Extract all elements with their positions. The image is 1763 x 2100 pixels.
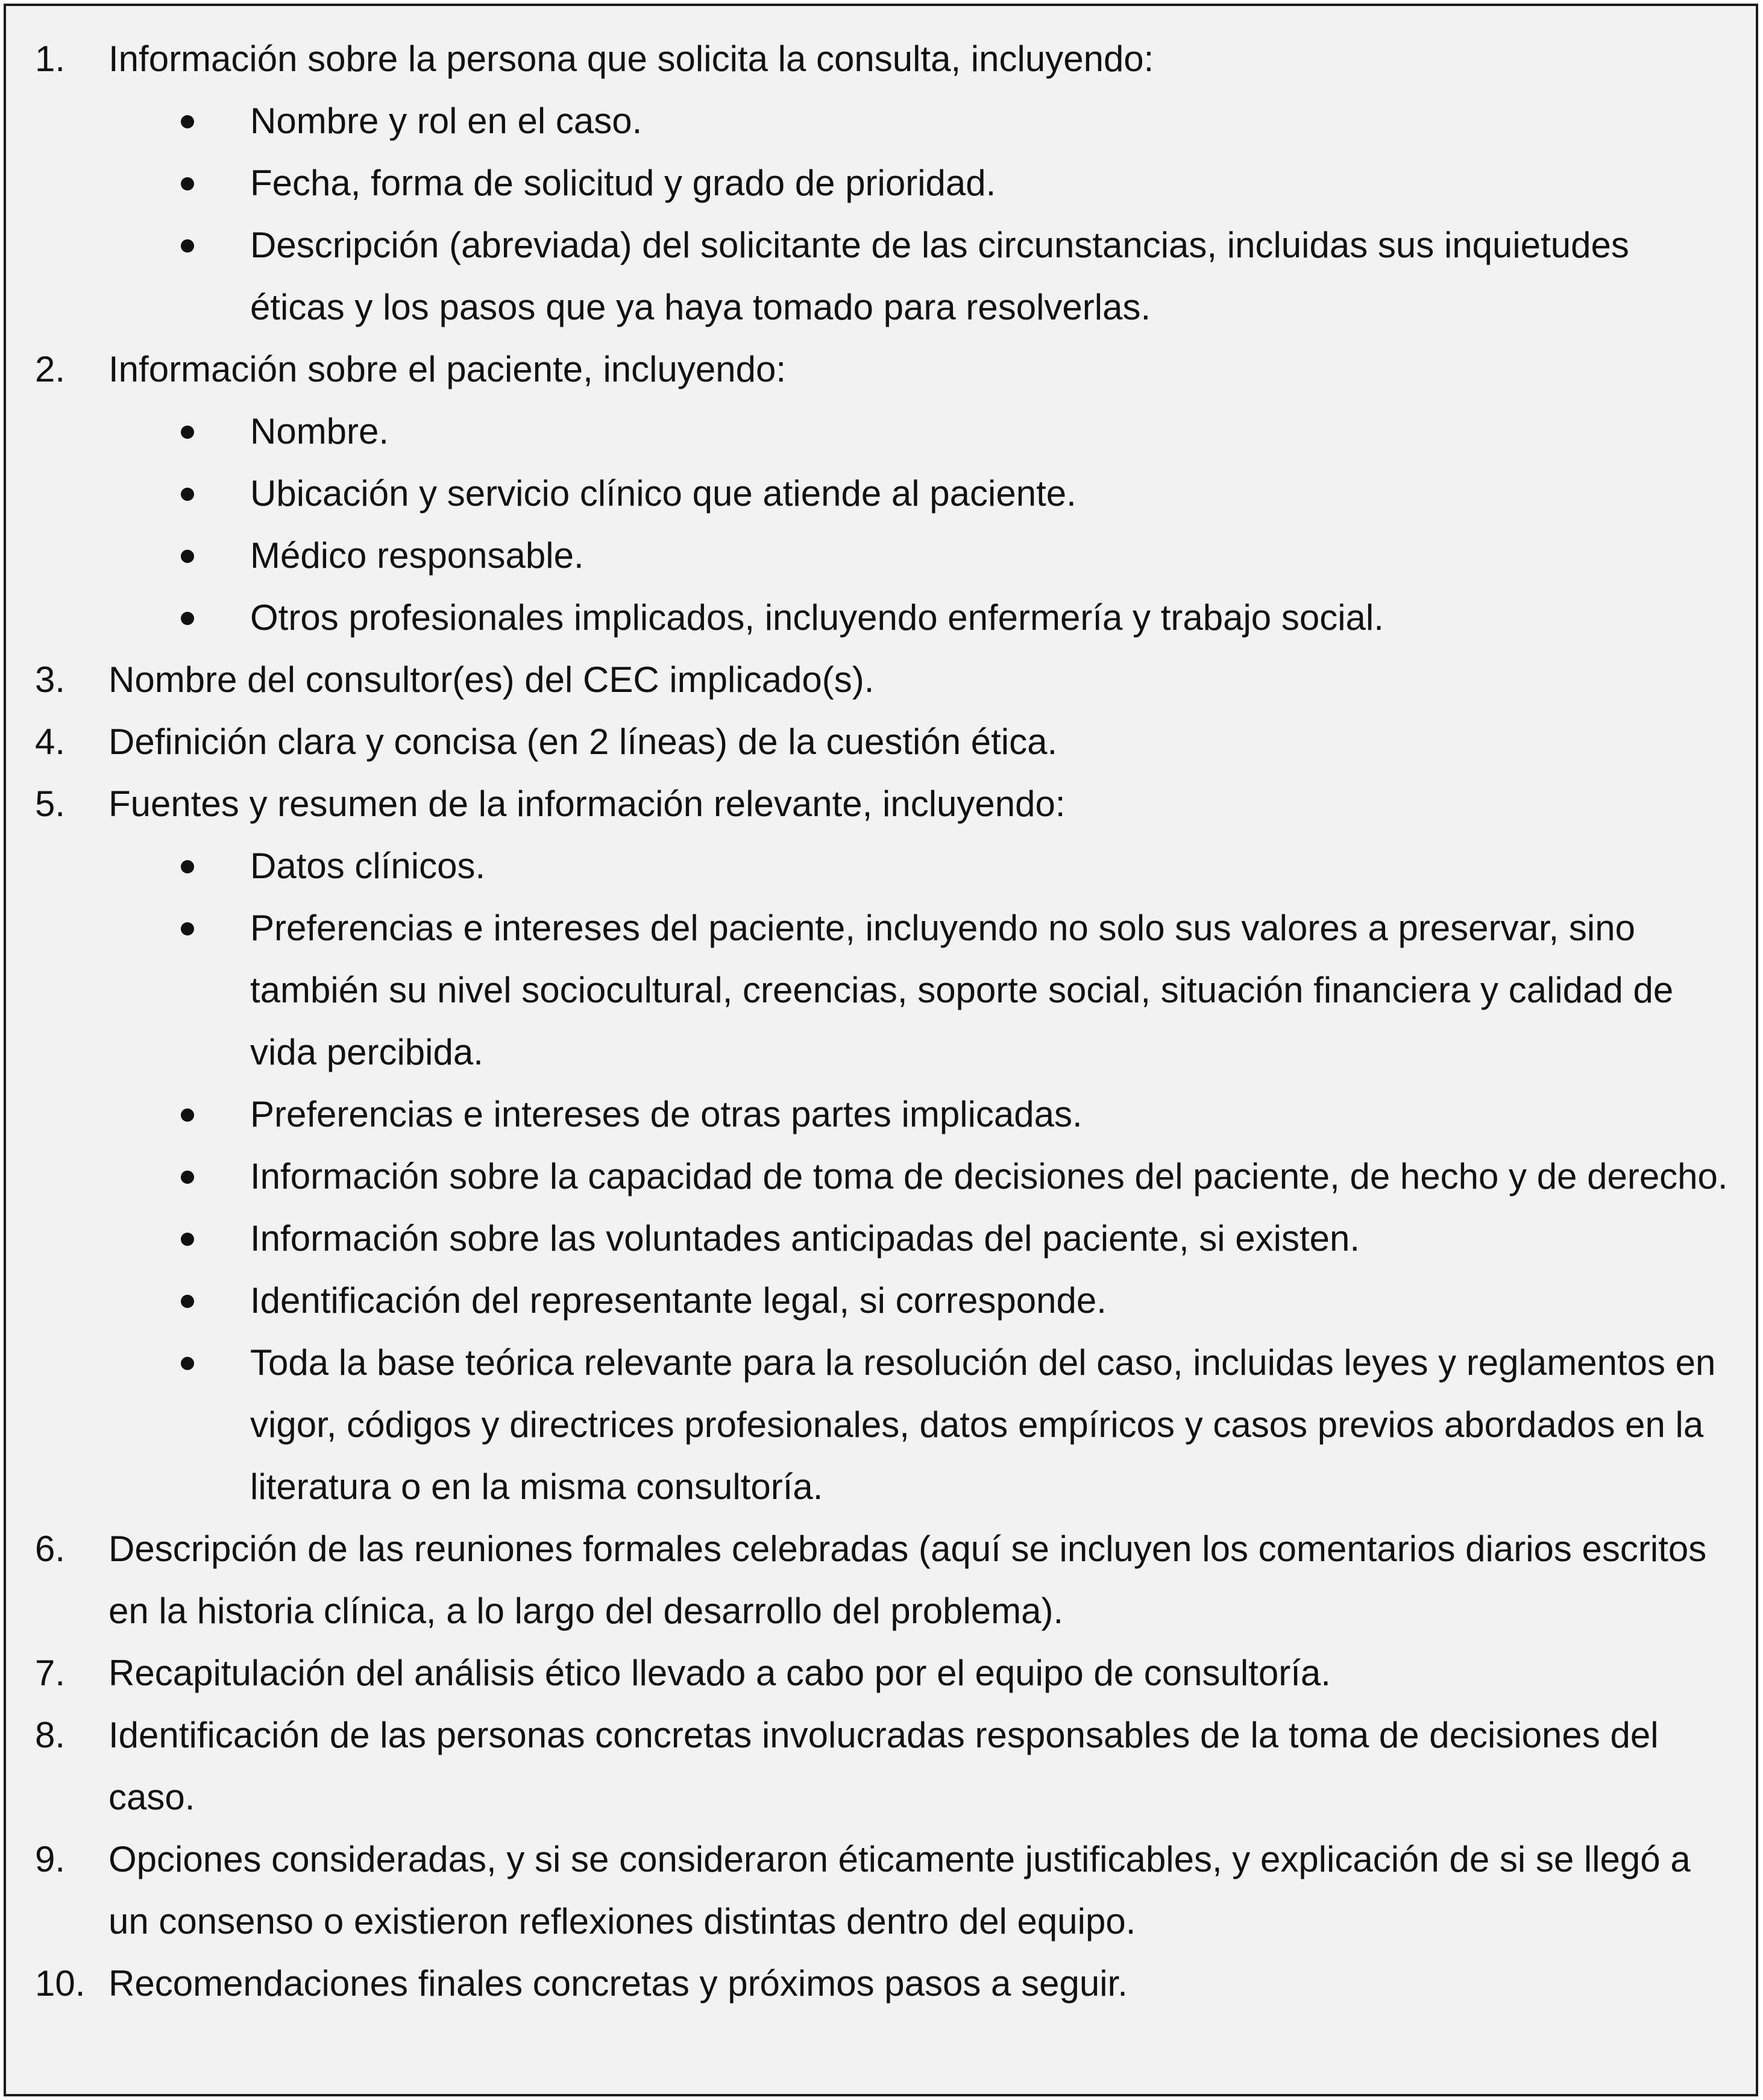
bullet-icon [181,1295,194,1308]
bullet-icon [181,239,194,253]
bullet-icon [181,177,194,190]
list-item-number: 5. [35,784,66,824]
bullet-item-text: Identificación del representante legal, si corresponde. [250,1280,1107,1321]
bullet-icon [181,922,194,935]
list-item-text: Fuentes y resumen de la información relevante, incluyendo: [108,784,1066,824]
list-item [35,1704,1732,1828]
document-frame [4,4,1758,2096]
bullet-item-text: Fecha, forma de solicitud y grado de prioridad. [250,163,996,203]
bullet-list [108,90,1732,338]
list-item-number: 10. [35,1963,86,2004]
bullet-item-text: Toda la base teórica relevante para la resolución del caso, incluidas leyes y reglamentos en vigor, códigos y directrices profesionales, datos empíricos y casos previos abordados en la literatura o en la misma consultoría. [250,1342,1716,1507]
bullet-item [108,1269,1732,1331]
bullet-item-text: Nombre y rol en el caso. [250,101,643,141]
bullet-item [108,90,1732,152]
bullet-item-text: Información sobre las voluntades anticipadas del paciente, si existen. [250,1218,1360,1259]
list-item-text: Opciones consideradas, y si se consideraron éticamente justificables, y explicación de si se llegó a un consenso o existieron reflexiones distintas dentro del equipo. [108,1839,1691,1941]
bullet-item [108,1145,1732,1207]
bullet-item-text: Información sobre la capacidad de toma de decisiones del paciente, de hecho y de derecho. [250,1156,1728,1196]
list-item [35,1642,1732,1704]
bullet-item [108,214,1732,338]
list-item-text: Información sobre el paciente, incluyendo: [108,349,787,389]
list-item-text: Identificación de las personas concretas involucradas responsables de la toma de decisiones del caso. [108,1715,1659,1817]
list-item-number: 4. [35,721,66,762]
bullet-item-text: Descripción (abreviada) del solicitante de las circunstancias, incluidas sus inquietudes éticas y los pasos que ya haya tomado para resolverlas. [250,225,1629,327]
bullet-icon [181,426,194,439]
bullet-list [108,400,1732,649]
bullet-item [108,400,1732,462]
numbered-list [35,28,1732,2014]
list-item-text: Descripción de las reuniones formales celebradas (aquí se incluyen los comentarios diarios escritos en la historia clínica, a lo largo del desarrollo del problema). [108,1529,1707,1631]
list-item [35,338,1732,649]
bullet-item [108,1083,1732,1145]
list-item-number: 8. [35,1715,66,1755]
bullet-item-text: Preferencias e intereses de otras partes implicadas. [250,1094,1083,1134]
list-item [35,649,1732,711]
bullet-icon [181,1357,194,1370]
list-item-number: 3. [35,659,66,700]
bullet-item [108,1331,1732,1518]
bullet-icon [181,612,194,625]
list-item [35,1518,1732,1642]
bullet-item-text: Ubicación y servicio clínico que atiende al paciente. [250,473,1076,514]
list-item-number: 7. [35,1653,66,1693]
bullet-item [108,524,1732,586]
bullet-icon [181,488,194,501]
list-item-number: 1. [35,39,66,79]
bullet-icon [181,550,194,563]
bullet-item [108,897,1732,1083]
bullet-item [108,152,1732,214]
bullet-item-text: Médico responsable. [250,535,584,576]
bullet-item-text: Nombre. [250,411,389,451]
bullet-icon [181,860,194,873]
bullet-item-text: Otros profesionales implicados, incluyendo enfermería y trabajo social. [250,597,1384,638]
bullet-item [108,835,1732,897]
bullet-icon [181,1108,194,1122]
list-item-text: Información sobre la persona que solicita la consulta, incluyendo: [108,39,1154,79]
list-item-number: 6. [35,1529,66,1569]
list-item [35,773,1732,1518]
list-item-number: 2. [35,349,66,389]
list-item-number: 9. [35,1839,66,1879]
bullet-item-text: Datos clínicos. [250,846,486,886]
bullet-item-text: Preferencias e intereses del paciente, incluyendo no solo sus valores a preservar, sino también su nivel sociocultural, creencias, soporte social, situación financiera y calidad de vida percibida. [250,908,1674,1072]
list-item [35,711,1732,773]
list-item [35,28,1732,338]
bullet-item [108,1207,1732,1269]
bullet-list [108,835,1732,1518]
bullet-item [108,462,1732,524]
list-item-text: Nombre del consultor(es) del CEC implicado(s). [108,659,875,700]
list-item-text: Recapitulación del análisis ético llevado a cabo por el equipo de consultoría. [108,1653,1331,1693]
bullet-icon [181,1233,194,1246]
list-item [35,1952,1732,2014]
list-item-text: Recomendaciones finales concretas y próximos pasos a seguir. [108,1963,1128,2004]
bullet-icon [181,1171,194,1184]
bullet-item [108,586,1732,649]
list-item [35,1828,1732,1952]
list-item-text: Definición clara y concisa (en 2 líneas) de la cuestión ética. [108,721,1058,762]
bullet-icon [181,115,194,128]
